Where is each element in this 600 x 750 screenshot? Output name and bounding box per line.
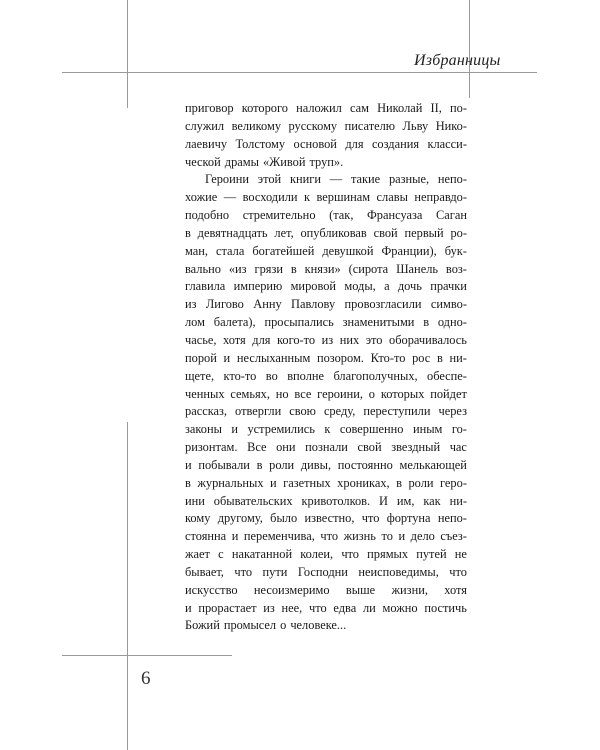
text-line: из Лигово Анну Павлову провозгласили симво-	[185, 297, 467, 312]
text-line: искусство несоизмеримо выше жизни, хотя	[185, 582, 467, 597]
text-line: лаевичу Толстому основой для создания класси-	[185, 136, 467, 151]
text-line: хожие — восходили к вершинам славы неправдо-	[185, 190, 467, 205]
left-vertical-rule	[127, 0, 128, 108]
left-lower-vertical-rule	[127, 422, 128, 750]
body-text	[185, 100, 467, 635]
text-line: стоянна и переменчива, что жизнь то и дело съез-	[185, 529, 467, 544]
text-line: жает с накатанной колеи, что прямых путей не	[185, 547, 467, 562]
text-line: главила империю мировой моды, а дочь прачки	[185, 279, 467, 294]
text-line: ман, стала богатейшей девушкой Франции), бук-	[185, 243, 467, 258]
text-line: и побывали в роли дивы, постоянно мелькающей	[185, 457, 467, 472]
text-line: кому другому, было известно, что фортуна непо-	[185, 511, 467, 526]
text-line: порой и неслыханным позором. Кто-то рос в ни-	[185, 350, 467, 365]
text-line: ини обывательских кривотолков. И им, как ни-	[185, 493, 467, 508]
text-line: вально «из грязи в князи» (сирота Шанель воз-	[185, 261, 467, 276]
text-line: часье, хотя для кого-то из них это оборачивалось	[185, 332, 467, 347]
text-line: бывает, что пути Господни неисповедимы, что	[185, 564, 467, 579]
page-number: 6	[141, 668, 151, 689]
text-line: ческой драмы «Живой труп».	[185, 154, 344, 169]
text-line: законы и устремились к совершенно иным го-	[185, 422, 467, 437]
text-line: служил великому русскому писателю Льву Нико-	[185, 118, 467, 133]
text-line: приговор которого наложил сам Николай II, по-	[185, 101, 467, 115]
text-line: ризонтам. Все они познали свой звездный час	[185, 440, 467, 455]
header-rule	[62, 72, 537, 73]
text-line: рассказ, отвергли свою среду, переступили через	[185, 404, 467, 419]
text-line: Героини этой книги — такие разные, непо-	[205, 172, 467, 187]
text-line: в журнальных и газетных хрониках, в роли геро-	[185, 475, 467, 490]
text-line: Божий промысел о человеке...	[185, 618, 347, 633]
text-line: в девятнадцать лет, опубликовав свой первый ро-	[185, 225, 467, 240]
text-line: лом балета), просыпались знаменитыми в одно-	[185, 315, 467, 330]
footer-rule	[62, 655, 232, 656]
running-title: Избранницы	[414, 52, 501, 69]
text-line: и прорастает из нее, что едва ли можно постичь	[185, 600, 467, 615]
text-line: щете, кто-то во вполне благополучных, обеспе-	[185, 368, 467, 383]
text-line: подобно стремительно (так, Франсуаза Саган	[185, 208, 467, 223]
text-line: ченных семьях, но все героини, о которых пойдет	[185, 386, 467, 401]
right-vertical-rule	[469, 0, 470, 98]
